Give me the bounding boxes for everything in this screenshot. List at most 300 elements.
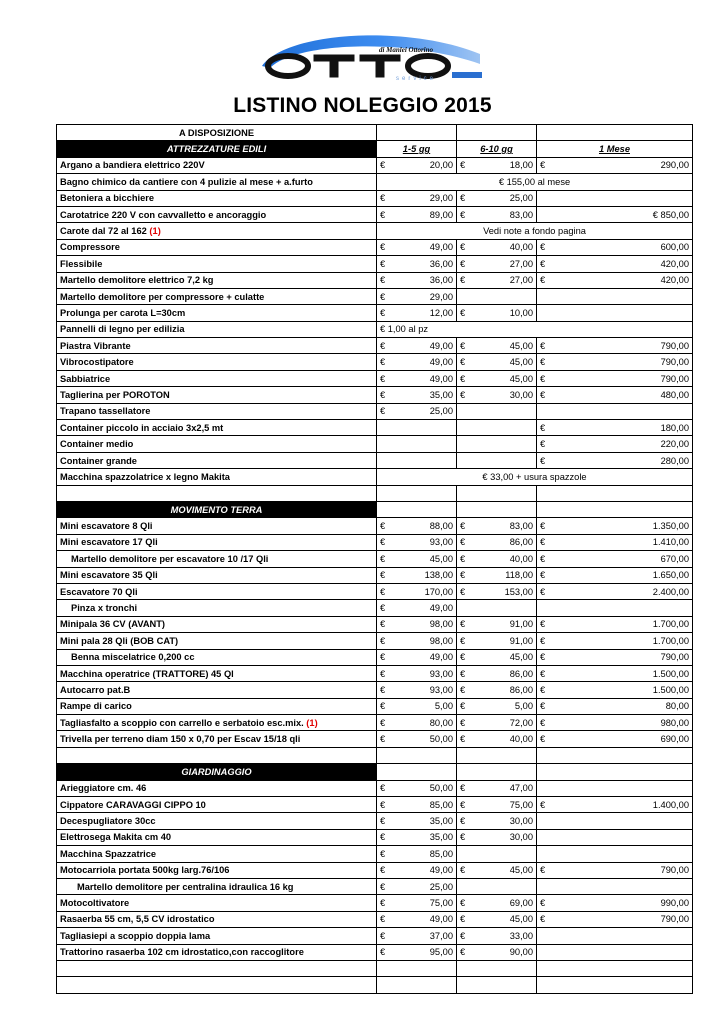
price-value: 790,00 [660, 865, 689, 876]
price-cell [377, 682, 457, 698]
price-cell [537, 288, 693, 304]
item-name [57, 321, 377, 337]
price-value: 33,00 [509, 930, 533, 941]
item-name-text: Macchina spazzolatrice x legno Makita [60, 471, 230, 482]
currency-symbol: € [540, 340, 546, 351]
item-name-text: Betoniera a bicchiere [60, 193, 155, 204]
currency-symbol: € [460, 619, 466, 630]
price-value: 93,00 [429, 668, 453, 679]
price-cell [537, 256, 693, 272]
price-value: 47,00 [509, 783, 533, 794]
price-cell [377, 616, 457, 632]
merged-price-note: € 33,00 + usura spazzole [377, 469, 693, 485]
price-cell [377, 715, 457, 731]
price-cell [537, 436, 693, 452]
currency-symbol: € [380, 717, 386, 728]
price-value: 690,00 [660, 734, 689, 745]
price-cell [537, 551, 693, 567]
currency-symbol: € [380, 734, 386, 745]
empty-row [57, 485, 693, 501]
price-value: 86,00 [509, 537, 533, 548]
price-cell [537, 600, 693, 616]
price-value: 49,00 [429, 373, 453, 384]
currency-symbol: € [460, 865, 466, 876]
price-value: 95,00 [429, 947, 453, 958]
currency-symbol: € [380, 914, 386, 925]
price-cell [377, 518, 457, 534]
item-name [57, 551, 377, 567]
currency-symbol: € [460, 258, 466, 269]
table-row [57, 534, 693, 550]
price-cell [377, 551, 457, 567]
price-value: 98,00 [429, 619, 453, 630]
currency-symbol: € [540, 684, 546, 695]
price-value: 75,00 [429, 898, 453, 909]
item-name [57, 665, 377, 681]
price-value: 27,00 [509, 258, 533, 269]
price-value: 1.500,00 [652, 668, 689, 679]
item-name-text: Arieggiatore cm. 46 [60, 783, 147, 794]
currency-symbol: € [460, 553, 466, 564]
currency-symbol: € [540, 275, 546, 286]
price-cell [377, 288, 457, 304]
currency-symbol: € [540, 734, 546, 745]
currency-symbol: € [540, 439, 546, 450]
price-value: 49,00 [429, 652, 453, 663]
price-cell [457, 846, 537, 862]
price-cell [537, 305, 693, 321]
currency-symbol: € [380, 340, 386, 351]
currency-symbol: € [380, 783, 386, 794]
item-name [57, 715, 377, 731]
price-cell [537, 567, 693, 583]
price-cell [537, 338, 693, 354]
item-name [57, 256, 377, 272]
table-row [57, 518, 693, 534]
price-value: 290,00 [660, 160, 689, 171]
currency-symbol: € [460, 947, 466, 958]
currency-symbol: € [460, 570, 466, 581]
currency-symbol: € [460, 521, 466, 532]
price-cell [377, 403, 457, 419]
currency-symbol: € [380, 291, 386, 302]
price-cell [457, 354, 537, 370]
price-value: 49,00 [429, 340, 453, 351]
item-name [57, 239, 377, 255]
price-value: 1.700,00 [652, 635, 689, 646]
item-name-text: Minipala 36 CV (AVANT) [60, 619, 166, 630]
price-cell [537, 928, 693, 944]
item-name [57, 403, 377, 419]
price-value: 85,00 [429, 799, 453, 810]
price-cell [377, 600, 457, 616]
currency-symbol: € [380, 652, 386, 663]
price-value: 30,00 [509, 389, 533, 400]
item-name [57, 862, 377, 878]
currency-symbol: € [540, 521, 546, 532]
price-value: 1.650,00 [652, 570, 689, 581]
price-cell [457, 780, 537, 796]
currency-symbol: € [460, 209, 466, 220]
currency-symbol: € [380, 160, 386, 171]
item-name-text: Carotatrice 220 V con cavvalletto e ancoraggio [60, 209, 267, 220]
price-cell [377, 272, 457, 288]
price-value: 45,00 [509, 340, 533, 351]
currency-symbol: € [540, 422, 546, 433]
item-name [57, 911, 377, 927]
currency-symbol: € [380, 307, 386, 318]
item-name-text: Container grande [60, 455, 137, 466]
price-value: 153,00 [504, 586, 533, 597]
price-value: 49,00 [429, 357, 453, 368]
price-cell [537, 715, 693, 731]
price-cell [457, 911, 537, 927]
price-cell [457, 583, 537, 599]
table-row [57, 665, 693, 681]
currency-symbol: € [380, 586, 386, 597]
currency-symbol: € [380, 947, 386, 958]
price-value: 30,00 [509, 832, 533, 843]
item-name-text: Sabbiatrice [60, 373, 111, 384]
section-header-row [57, 141, 693, 157]
table-row [57, 387, 693, 403]
currency-symbol: € [540, 160, 546, 171]
currency-symbol: € [540, 537, 546, 548]
table-row [57, 928, 693, 944]
price-value: 49,00 [429, 865, 453, 876]
price-cell [457, 518, 537, 534]
price-value: 600,00 [660, 242, 689, 253]
price-cell [537, 977, 693, 993]
section-title: ATTREZZATURE EDILI [57, 141, 377, 157]
currency-symbol: € [460, 242, 466, 253]
item-name [57, 829, 377, 845]
table-row [57, 452, 693, 468]
price-cell [457, 452, 537, 468]
item-name-text: Carote dal 72 al 162 [60, 226, 147, 237]
price-cell [537, 420, 693, 436]
price-cell [377, 846, 457, 862]
item-name [57, 452, 377, 468]
price-cell [377, 665, 457, 681]
table-row [57, 469, 693, 485]
price-cell [537, 272, 693, 288]
item-name-text: Macchina operatrice (TRATTORE) 45 Ql [60, 668, 234, 679]
item-name-text: Trivella per terreno diam 150 x 0,70 per Escav 15/18 qli [60, 734, 301, 745]
currency-symbol: € [380, 553, 386, 564]
price-value: 790,00 [660, 373, 689, 384]
table-row [57, 370, 693, 386]
currency-symbol: € [460, 373, 466, 384]
item-name-text: Cippatore CARAVAGGI CIPPO 10 [60, 799, 206, 810]
price-cell [457, 878, 537, 894]
currency-symbol: € [540, 553, 546, 564]
price-value: 170,00 [424, 586, 453, 597]
currency-symbol: € [380, 373, 386, 384]
page-title: LISTINO NOLEGGIO 2015 [233, 94, 492, 117]
price-value: 75,00 [509, 799, 533, 810]
currency-symbol: € [540, 586, 546, 597]
table-row [57, 305, 693, 321]
price-cell [457, 256, 537, 272]
item-name-text: Trattorino rasaerba 102 cm idrostatico,con raccoglitore [60, 947, 304, 958]
price-value: 69,00 [509, 898, 533, 909]
currency-symbol: € [540, 357, 546, 368]
table-row [57, 878, 693, 894]
price-value: 420,00 [660, 258, 689, 269]
price-cell [457, 616, 537, 632]
price-cell [537, 960, 693, 976]
price-cell [377, 354, 457, 370]
currency-symbol: € [460, 193, 466, 204]
currency-symbol: € [540, 570, 546, 581]
price-value: 180,00 [660, 422, 689, 433]
price-value: 45,00 [509, 373, 533, 384]
currency-symbol: € [460, 898, 466, 909]
price-cell [537, 239, 693, 255]
price-cell [537, 862, 693, 878]
price-cell [457, 157, 537, 173]
table-row [57, 288, 693, 304]
currency-symbol: € [460, 307, 466, 318]
table-row [57, 846, 693, 862]
price-value: 138,00 [424, 570, 453, 581]
price-cell [537, 370, 693, 386]
item-name [57, 731, 377, 747]
price-list-body [57, 125, 693, 994]
item-name [57, 174, 377, 190]
table-row [57, 338, 693, 354]
currency-symbol: € [540, 898, 546, 909]
price-value: 25,00 [509, 193, 533, 204]
currency-symbol: € [380, 816, 386, 827]
price-value: 91,00 [509, 635, 533, 646]
top-header-cell: A DISPOSIZIONE [57, 125, 377, 141]
item-name-text: Mini escavatore 8 Qli [60, 521, 153, 532]
currency-symbol: € [540, 799, 546, 810]
item-name [57, 190, 377, 206]
price-value: 5,00 [514, 701, 533, 712]
price-cell [537, 731, 693, 747]
price-value: 790,00 [660, 652, 689, 663]
price-value: 80,00 [429, 717, 453, 728]
item-name [57, 682, 377, 698]
currency-symbol: € [460, 930, 466, 941]
item-name-text: Container medio [60, 439, 134, 450]
price-cell [457, 288, 537, 304]
price-value: 37,00 [429, 930, 453, 941]
price-value: 220,00 [660, 439, 689, 450]
price-value: 91,00 [509, 619, 533, 630]
table-row [57, 420, 693, 436]
item-name-text: Mini escavatore 17 Qli [60, 537, 158, 548]
price-cell [457, 338, 537, 354]
footnote-marker: (1) [306, 717, 318, 728]
table-row [57, 190, 693, 206]
price-cell [457, 206, 537, 222]
item-name-text: Autocarro pat.B [60, 684, 131, 695]
table-row [57, 567, 693, 583]
section-header-row [57, 501, 693, 517]
item-name [57, 960, 377, 976]
table-row [57, 649, 693, 665]
item-name-text: Martello demolitore per centralina idraulica 16 kg [77, 881, 294, 892]
footnote-marker: (1) [149, 226, 161, 237]
table-row [57, 436, 693, 452]
item-name [57, 305, 377, 321]
price-cell [457, 485, 537, 501]
price-cell [537, 534, 693, 550]
price-value: 790,00 [660, 340, 689, 351]
item-name [57, 649, 377, 665]
currency-symbol: € [380, 258, 386, 269]
table-row [57, 321, 693, 337]
price-cell [377, 878, 457, 894]
price-value: 93,00 [429, 537, 453, 548]
table-row [57, 633, 693, 649]
price-value: 40,00 [509, 734, 533, 745]
price-cell [457, 960, 537, 976]
item-name-text: Container piccolo in acciaio 3x2,5 mt [60, 422, 224, 433]
price-cell [377, 780, 457, 796]
currency-symbol: € [380, 832, 386, 843]
table-row [57, 944, 693, 960]
price-value: 90,00 [509, 947, 533, 958]
logo-tagline-text: di Manlei Ottorino [378, 46, 434, 54]
item-name [57, 977, 377, 993]
price-value: 40,00 [509, 553, 533, 564]
price-cell [537, 583, 693, 599]
item-name-text: Elettrosega Makita cm 40 [60, 832, 172, 843]
price-value: 89,00 [429, 209, 453, 220]
currency-symbol: € [460, 734, 466, 745]
section-header-row [57, 764, 693, 780]
price-value: 20,00 [429, 160, 453, 171]
price-cell [457, 731, 537, 747]
currency-symbol: € [540, 668, 546, 679]
price-cell [457, 928, 537, 944]
logo-name-text: OTTO [367, 69, 371, 70]
price-value: 72,00 [509, 717, 533, 728]
price-value: 790,00 [660, 357, 689, 368]
column-header-col3: 1 Mese [537, 141, 693, 157]
price-cell [377, 338, 457, 354]
item-name-text: Flessibile [60, 258, 103, 269]
price-cell [377, 206, 457, 222]
price-cell [377, 583, 457, 599]
price-value: 49,00 [429, 603, 453, 614]
table-row [57, 223, 693, 239]
table-row [57, 797, 693, 813]
item-name-text: Macchina Spazzatrice [60, 848, 157, 859]
item-name [57, 288, 377, 304]
table-row [57, 715, 693, 731]
currency-symbol: € [460, 635, 466, 646]
item-name-text: Bagno chimico da cantiere con 4 pulizie al mese + a.furto [60, 176, 313, 187]
currency-symbol: € [460, 783, 466, 794]
price-cell [377, 370, 457, 386]
item-name [57, 338, 377, 354]
price-cell [457, 370, 537, 386]
price-value: 29,00 [429, 291, 453, 302]
price-cell [457, 403, 537, 419]
currency-symbol: € [380, 537, 386, 548]
item-name [57, 370, 377, 386]
price-cell [377, 698, 457, 714]
price-cell [377, 797, 457, 813]
item-name-text: Martello demolitore per escavatore 10 /17 Qli [71, 553, 269, 564]
price-cell [457, 862, 537, 878]
currency-symbol: € [380, 521, 386, 532]
currency-symbol: € [380, 865, 386, 876]
price-cell [537, 190, 693, 206]
price-cell [457, 698, 537, 714]
price-cell [457, 665, 537, 681]
item-name [57, 206, 377, 222]
merged-price-note: Vedi note a fondo pagina [377, 223, 693, 239]
column-header-col2: 6-10 gg [457, 141, 537, 157]
table-row [57, 731, 693, 747]
price-value: 18,00 [509, 160, 533, 171]
price-cell [377, 895, 457, 911]
price-cell [537, 452, 693, 468]
price-cell [537, 878, 693, 894]
currency-symbol: € [460, 701, 466, 712]
item-name [57, 223, 377, 239]
price-cell [537, 846, 693, 862]
currency-symbol: € [380, 357, 386, 368]
empty-cell [457, 764, 537, 780]
price-cell [377, 567, 457, 583]
item-name-text: Prolunga per carota L=30cm [60, 307, 186, 318]
price-value: 29,00 [429, 193, 453, 204]
price-cell [377, 633, 457, 649]
currency-symbol: € [460, 832, 466, 843]
item-name-text: Taglierina per POROTON [60, 389, 170, 400]
currency-symbol: € [460, 275, 466, 286]
item-name [57, 633, 377, 649]
currency-symbol: € [460, 717, 466, 728]
price-value: 50,00 [429, 734, 453, 745]
currency-symbol: € [540, 701, 546, 712]
price-value: 1.400,00 [652, 799, 689, 810]
item-name [57, 518, 377, 534]
price-cell [377, 649, 457, 665]
price-value: 420,00 [660, 275, 689, 286]
price-value: 36,00 [429, 258, 453, 269]
price-value: 86,00 [509, 668, 533, 679]
currency-symbol: € [380, 570, 386, 581]
price-cell: € 850,00 [537, 206, 693, 222]
price-cell [457, 813, 537, 829]
item-name [57, 567, 377, 583]
price-value: 45,00 [509, 652, 533, 663]
currency-symbol: € [380, 930, 386, 941]
item-name [57, 813, 377, 829]
price-cell [377, 157, 457, 173]
table-row [57, 600, 693, 616]
table-row [57, 551, 693, 567]
currency-symbol: € [380, 242, 386, 253]
empty-cell [377, 764, 457, 780]
empty-cell [537, 501, 693, 517]
price-value: 1.700,00 [652, 619, 689, 630]
price-value: 5,00 [434, 701, 453, 712]
item-name-text: Vibrocostipatore [60, 357, 134, 368]
item-name-text: Mini pala 28 Qli (BOB CAT) [60, 635, 179, 646]
item-name [57, 616, 377, 632]
currency-symbol: € [460, 652, 466, 663]
